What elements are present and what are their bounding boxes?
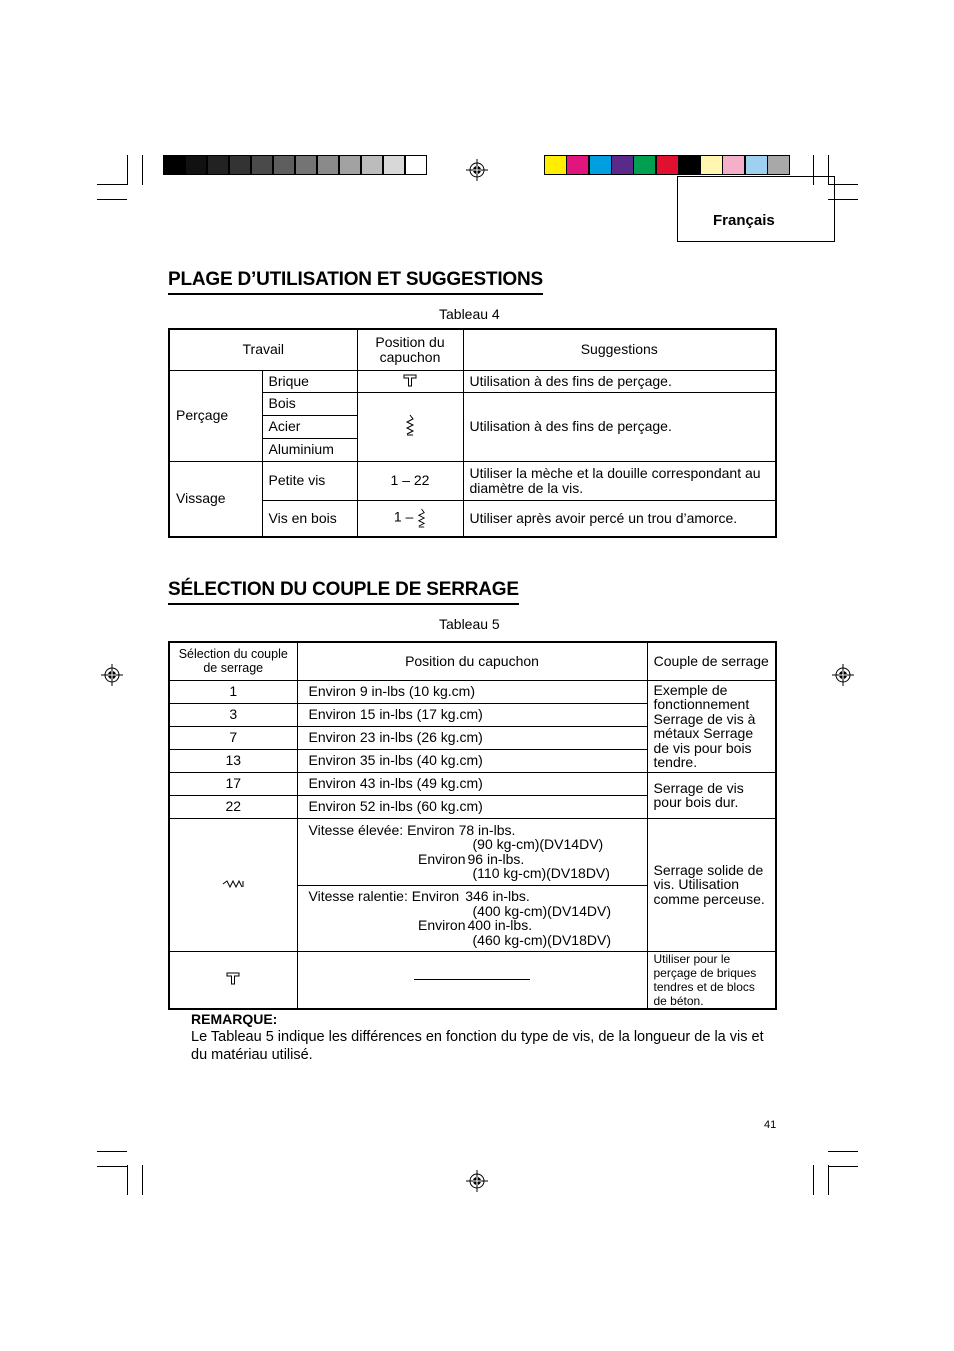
gray-swatch [295, 155, 317, 175]
table-row-position: Environ 43 in-lbs (49 kg.cm) [297, 772, 647, 795]
high-speed-value-4: (110 kg-cm)(DV18DV) [472, 865, 610, 881]
table-row-selection: 3 [169, 703, 297, 726]
material-acier: Acier [262, 415, 357, 438]
position-wood-screw [357, 500, 463, 537]
page-number: 41 [764, 1119, 777, 1131]
table-5 [168, 641, 777, 1010]
language-label: Français [713, 212, 775, 229]
screw-small: Petite vis [262, 461, 357, 500]
percage-label: Perçage [169, 370, 262, 461]
registration-mark-right-icon [832, 664, 854, 686]
suggestion-small-screw: Utiliser la mèche et la douille correspondant au diamètre de la vis. [463, 461, 776, 500]
color-swatch [767, 155, 790, 175]
table-row-position: Environ 15 in-lbs (17 kg.cm) [297, 703, 647, 726]
low-speed-value-3: 400 in-lbs. [467, 917, 533, 933]
brick-drilling-use: Utiliser pour le perçage de briques tendres et de blocs de béton. [647, 951, 776, 1009]
low-speed-value-1: 346 in-lbs. [465, 888, 530, 904]
table-row-selection: 13 [169, 749, 297, 772]
material-brique: Brique [262, 370, 357, 392]
example-metal: Exemple de fonctionnement Serrage de vis à métaux Serrage de vis pour bois tendre. [647, 680, 776, 772]
color-swatch [589, 155, 612, 175]
table-row-position: Environ 23 in-lbs (26 kg.cm) [297, 726, 647, 749]
color-swatch [700, 155, 723, 175]
note-text: Le Tableau 5 indique les différences en fonction du type de vis, de la longueur de la vis et du matériau utilisé. [191, 1029, 764, 1063]
screw-wood: Vis en bois [262, 500, 357, 537]
not-applicable-line [297, 951, 647, 1009]
header-position: Position du capuchon [297, 642, 647, 680]
section-title-torque: SÉLECTION DU COUPLE DE SERRAGE [168, 579, 519, 605]
table-row-selection: 17 [169, 772, 297, 795]
registration-mark-left-icon [101, 664, 123, 686]
high-speed-value-3: 96 in-lbs. [467, 850, 525, 867]
gray-swatch [383, 155, 405, 175]
high-speed-torque [297, 818, 647, 885]
header-suggestions: Suggestions [463, 329, 776, 370]
drill-bit-icon [417, 508, 426, 528]
material-bois: Bois [262, 392, 357, 415]
solid-screwing-use: Serrage solide de vis. Utilisation comme perceuse. [647, 818, 776, 951]
table-row-position: Environ 9 in-lbs (10 kg.cm) [297, 680, 647, 703]
table-4 [168, 328, 777, 538]
low-speed-label: Vitesse ralentie: Environ [308, 888, 460, 904]
position-wood-screw-text: 1 – [393, 508, 414, 525]
gray-swatch [251, 155, 273, 175]
drill-bit-icon [357, 392, 463, 461]
gray-swatch [185, 155, 207, 175]
language-tab [677, 176, 835, 242]
vissage-label: Vissage [169, 461, 262, 537]
low-speed-label-2: Environ [418, 917, 466, 933]
color-swatch [722, 155, 745, 175]
note-title: REMARQUE: [191, 1011, 278, 1027]
table-row-selection: 1 [169, 680, 297, 703]
low-speed-value-2: (400 kg-cm)(DV14DV) [472, 902, 611, 919]
high-speed-value-2: (90 kg-cm)(DV14DV) [472, 836, 604, 852]
registration-mark-top-icon [466, 159, 488, 181]
gray-swatch [361, 155, 383, 175]
high-speed-label: Vitesse élevée: Environ [308, 821, 455, 838]
gray-swatch [229, 155, 251, 175]
section-title-usage: PLAGE D’UTILISATION ET SUGGESTIONS [168, 269, 543, 295]
table-row-selection: 7 [169, 726, 297, 749]
color-swatch [566, 155, 589, 175]
position-small-screw: 1 – 22 [357, 461, 463, 500]
suggestion-drilling: Utilisation à des fins de perçage. [463, 392, 776, 461]
low-speed-value-4: (460 kg-cm)(DV18DV) [472, 931, 611, 948]
gray-swatch [163, 155, 185, 175]
high-speed-value-1: 78 in-lbs. [458, 821, 516, 838]
drill-bit-horizontal-icon [169, 818, 297, 951]
header-position: Position du capuchon [357, 329, 463, 370]
header-couple: Couple de serrage [647, 642, 776, 680]
table-row-position: Environ 35 in-lbs (40 kg.cm) [297, 749, 647, 772]
color-swatch [656, 155, 679, 175]
table5-caption: Tableau 5 [439, 616, 500, 632]
header-travail: Travail [169, 329, 357, 370]
gray-swatch [207, 155, 229, 175]
example-hardwood: Serrage de vis pour bois dur. [647, 772, 776, 818]
color-swatch [611, 155, 634, 175]
gray-swatch [273, 155, 295, 175]
suggestion-brique: Utilisation à des fins de perçage. [463, 370, 776, 392]
color-swatch [678, 155, 701, 175]
drill-hammer-icon [169, 951, 297, 1009]
gray-swatch [317, 155, 339, 175]
suggestion-wood-screw: Utiliser après avoir percé un trou d’amorce. [463, 500, 776, 537]
drill-hammer-icon [357, 370, 463, 392]
table-row-selection: 22 [169, 795, 297, 818]
header-selection: Sélection du couple de serrage [169, 642, 297, 680]
material-aluminium: Aluminium [262, 438, 357, 461]
color-swatch [633, 155, 656, 175]
table4-caption: Tableau 4 [439, 306, 500, 322]
high-speed-label-2: Environ [418, 850, 466, 867]
table-row-position: Environ 52 in-lbs (60 kg.cm) [297, 795, 647, 818]
color-swatch [544, 155, 567, 175]
low-speed-torque [297, 885, 647, 951]
gray-swatch [405, 155, 427, 175]
color-swatch [745, 155, 768, 175]
gray-swatch [339, 155, 361, 175]
registration-mark-bottom-icon [466, 1170, 488, 1192]
